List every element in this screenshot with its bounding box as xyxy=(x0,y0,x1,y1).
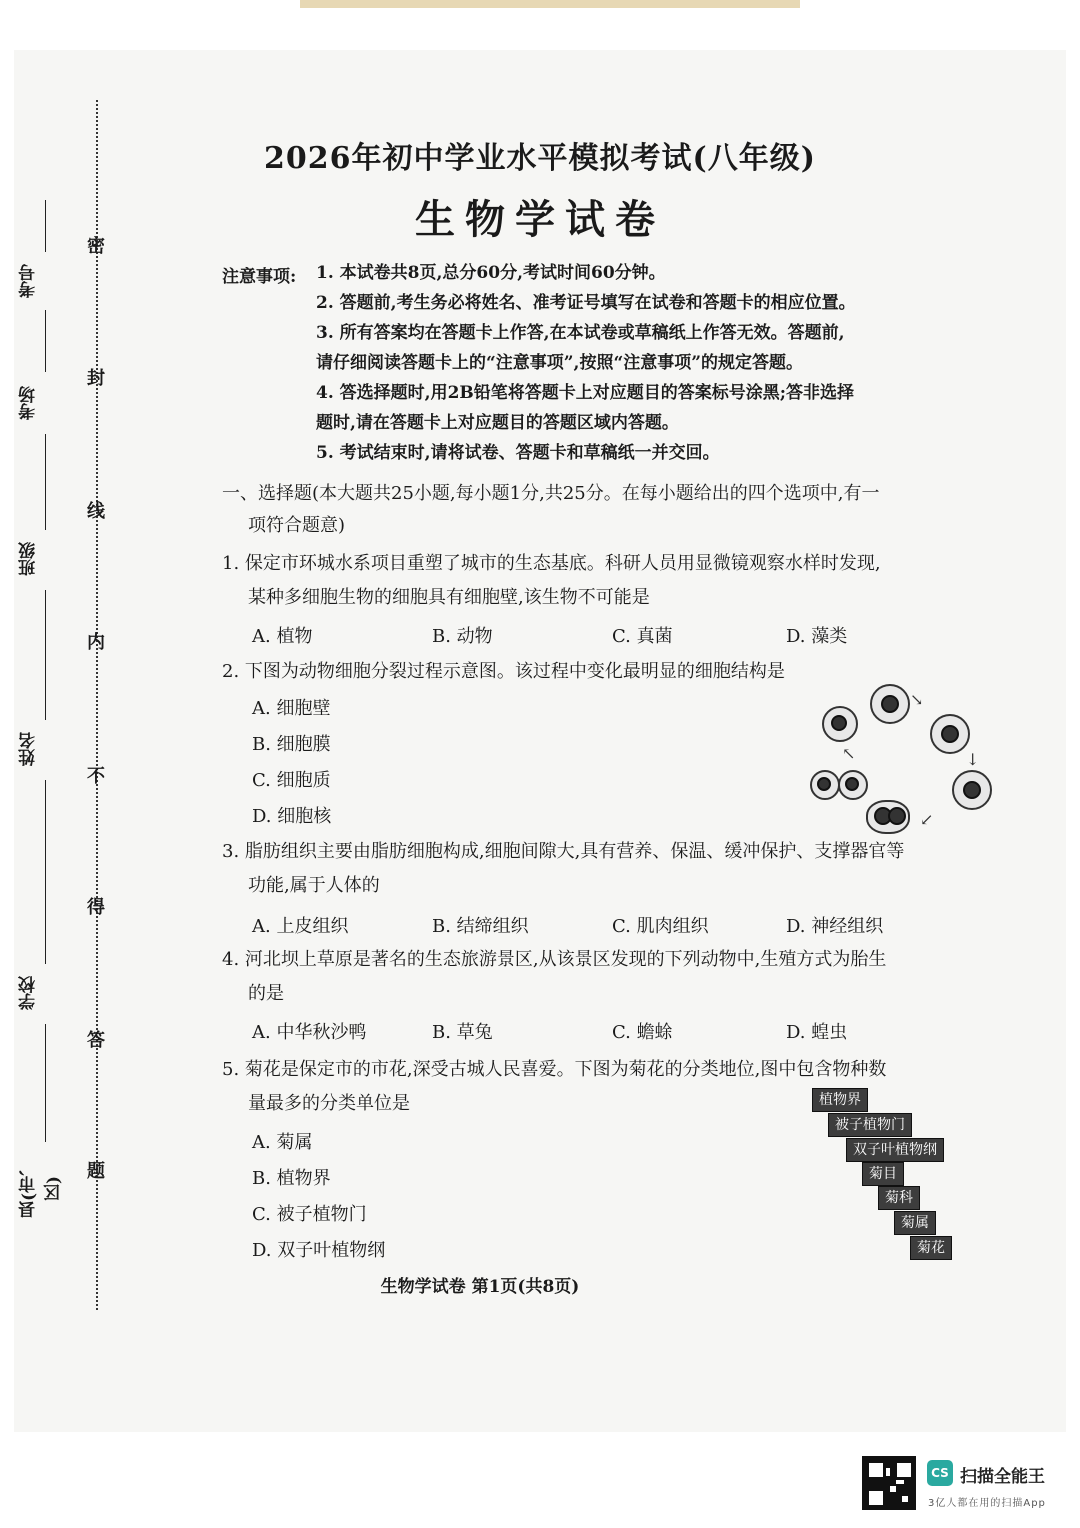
cell-stage-3 xyxy=(952,770,992,810)
q4-option-c: C. 蟾蜍 xyxy=(612,1022,673,1043)
notice-line: 题时,请在答题卡上对应题目的答题区域内答题。 xyxy=(316,413,679,433)
arrow-icon: ↙ xyxy=(920,810,934,829)
question-5-stem: 5. 菊花是保定市的市花,深受古城人民喜爱。下图为菊花的分类地位,图中包含物种数 xyxy=(222,1059,887,1080)
q2-option-d: D. 细胞核 xyxy=(252,806,332,827)
taxon-kingdom: 植物界 xyxy=(812,1088,868,1112)
seal-word: 得 xyxy=(87,897,105,918)
q4-option-a: A. 中华秋沙鸭 xyxy=(252,1022,367,1043)
q5-option-a: A. 菊属 xyxy=(252,1132,313,1153)
question-3-stem: 3. 脂肪组织主要由脂肪细胞构成,细胞间隙大,具有营养、保温、缓冲保护、支撑器官等 xyxy=(222,841,905,862)
q3-option-c: C. 肌肉组织 xyxy=(612,916,709,937)
q5-option-b: B. 植物界 xyxy=(252,1168,331,1189)
seal-word: 封 xyxy=(87,368,105,389)
cell-daughter-2 xyxy=(838,770,868,800)
q5-option-c: C. 被子植物门 xyxy=(252,1204,367,1225)
seal-word: 密 xyxy=(87,236,105,257)
seal-word: 题 xyxy=(87,1161,105,1182)
arrow-icon: ↓ xyxy=(966,750,980,769)
section-heading: 一、选择题(本大题共25小题,每小题1分,共25分。在每小题给出的四个选项中,有一 xyxy=(222,483,880,504)
cell-stage-2 xyxy=(930,714,970,754)
question-5-stem-cont: 量最多的分类单位是 xyxy=(248,1093,410,1114)
notice-line: 1. 本试卷共8页,总分60分,考试时间60分钟。 xyxy=(316,263,666,283)
q3-option-a: A. 上皮组织 xyxy=(252,916,349,937)
notice-line: 3. 所有答案均在答题卡上作答,在本试卷或草稿纸上作答无效。答题前, xyxy=(316,323,845,343)
question-3-stem-cont: 功能,属于人体的 xyxy=(248,875,380,896)
question-1-stem-cont: 某种多细胞生物的细胞具有细胞壁,该生物不可能是 xyxy=(248,587,650,608)
field-label-school: 学校 xyxy=(19,976,39,1010)
field-line xyxy=(45,310,46,372)
q4-option-d: D. 蝗虫 xyxy=(786,1022,848,1043)
field-line xyxy=(45,434,46,530)
cell-stage-4 xyxy=(866,800,910,834)
taxon-species: 菊花 xyxy=(910,1236,952,1260)
scanner-tagline: 3亿人都在用的扫描App xyxy=(928,1498,1046,1509)
seal-word: 答 xyxy=(87,1030,105,1051)
q2-option-c: C. 细胞质 xyxy=(252,770,331,791)
seal-dotted-line xyxy=(96,100,98,1310)
seal-word: 内 xyxy=(87,632,105,653)
q2-option-a: A. 细胞壁 xyxy=(252,698,331,719)
field-line xyxy=(45,1024,46,1142)
arrow-icon: ↖ xyxy=(842,744,856,763)
q5-option-d: D. 双子叶植物纲 xyxy=(252,1240,386,1261)
field-label-exam-number: 考号 xyxy=(19,264,39,298)
question-2-stem: 2. 下图为动物细胞分裂过程示意图。该过程中变化最明显的细胞结构是 xyxy=(222,661,785,682)
arrow-icon: ↘ xyxy=(910,690,924,709)
seal-word: 线 xyxy=(87,501,105,522)
q1-option-a: A. 植物 xyxy=(252,626,313,647)
q1-option-b: B. 动物 xyxy=(432,626,493,647)
q1-option-c: C. 真菌 xyxy=(612,626,673,647)
q1-option-d: D. 藻类 xyxy=(786,626,848,647)
taxon-family: 菊科 xyxy=(878,1186,920,1210)
qr-code-icon xyxy=(862,1456,916,1510)
q2-option-b: B. 细胞膜 xyxy=(252,734,331,755)
top-edge-band xyxy=(300,0,800,8)
field-label-name: 姓名 xyxy=(19,732,39,766)
scanner-logo-icon: CS xyxy=(927,1460,953,1486)
cell-start xyxy=(822,706,858,742)
notice-line: 4. 答选择题时,用2B铅笔将答题卡上对应题目的答案标号涂黑;答非选择 xyxy=(316,383,855,403)
scanner-brand: 扫描全能王 xyxy=(960,1467,1045,1487)
notice-heading: 注意事项: xyxy=(222,267,297,287)
field-label-exam-room: 考场 xyxy=(19,386,39,420)
notice-line: 请仔细阅读答题卡上的“注意事项”,按照“注意事项”的规定答题。 xyxy=(316,353,804,373)
q3-option-d: D. 神经组织 xyxy=(786,916,884,937)
taxon-order: 菊目 xyxy=(862,1162,904,1186)
question-4-stem: 4. 河北坝上草原是著名的生态旅游景区,从该景区发现的下列动物中,生殖方式为胎生 xyxy=(222,949,887,970)
cell-stage-1 xyxy=(870,684,910,724)
section-heading-cont: 项符合题意) xyxy=(248,515,346,536)
field-line xyxy=(45,780,46,964)
taxon-phylum: 被子植物门 xyxy=(828,1113,912,1137)
field-label-county: 县(市、区) xyxy=(19,1158,64,1218)
question-1-stem: 1. 保定市环城水系项目重塑了城市的生态基底。科研人员用显微镜观察水样时发现, xyxy=(222,553,881,574)
page-footer: 生物学试卷 第1页(共8页) xyxy=(380,1277,580,1297)
field-label-class: 班级 xyxy=(19,542,39,576)
cell-daughter-1 xyxy=(810,770,840,800)
q3-option-b: B. 结缔组织 xyxy=(432,916,529,937)
notice-line: 2. 答题前,考生务必将姓名、准考证号填写在试卷和答题卡的相应位置。 xyxy=(316,293,856,313)
question-4-stem-cont: 的是 xyxy=(248,983,284,1004)
field-line xyxy=(45,590,46,720)
taxon-genus: 菊属 xyxy=(894,1211,936,1235)
exam-title: 2026年初中学业水平模拟考试(八年级) xyxy=(264,141,816,176)
subject-title: 生物学试卷 xyxy=(415,196,665,243)
taxon-class: 双子叶植物纲 xyxy=(846,1138,944,1162)
q4-option-b: B. 草兔 xyxy=(432,1022,493,1043)
notice-line: 5. 考试结束时,请将试卷、答题卡和草稿纸一并交回。 xyxy=(316,443,720,463)
seal-word: 不 xyxy=(87,766,105,787)
